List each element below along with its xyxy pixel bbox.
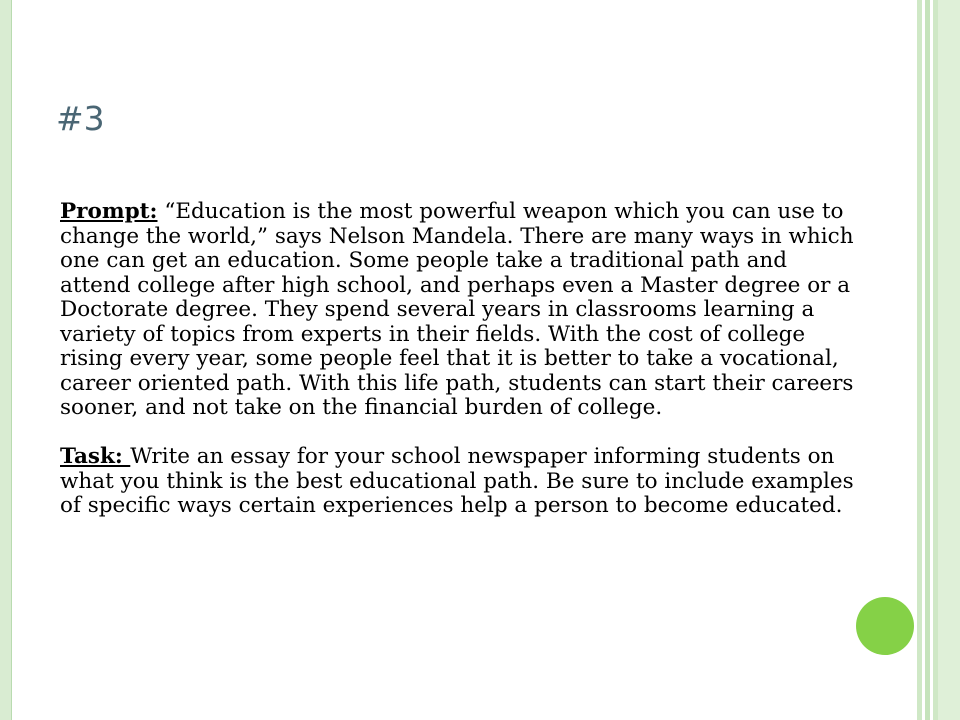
task-text: Write an essay for your school newspaper informing students on what you think is the best educational path. Be sure to include examples of specific ways certain experiences help a person to become educated.: [60, 444, 854, 518]
prompt-text: “Education is the most powerful weapon which you can use to change the world,” says Nelson Mandela. There are many ways in which one can get an education. Some people take a traditional path and attend college after high school, and perhaps even a Master degree or a Doctorate degree. They spend several years in classrooms learning a variety of topics from experts in their fields. With the cost of college rising every year, some people feel that it is better to take a vocational, career oriented path. With this life path, students can start their careers sooner, and not take on the financial burden of college.: [60, 199, 854, 420]
task-paragraph: [60, 445, 860, 519]
slide-body: [60, 200, 860, 519]
prompt-paragraph: [60, 200, 860, 421]
left-frame-border: [0, 0, 12, 720]
prompt-label: Prompt:: [60, 199, 158, 224]
slide-title: #3: [56, 99, 105, 138]
task-label: Task:: [60, 444, 131, 469]
decorative-circle: [856, 597, 914, 655]
right-stripe: [938, 0, 960, 720]
